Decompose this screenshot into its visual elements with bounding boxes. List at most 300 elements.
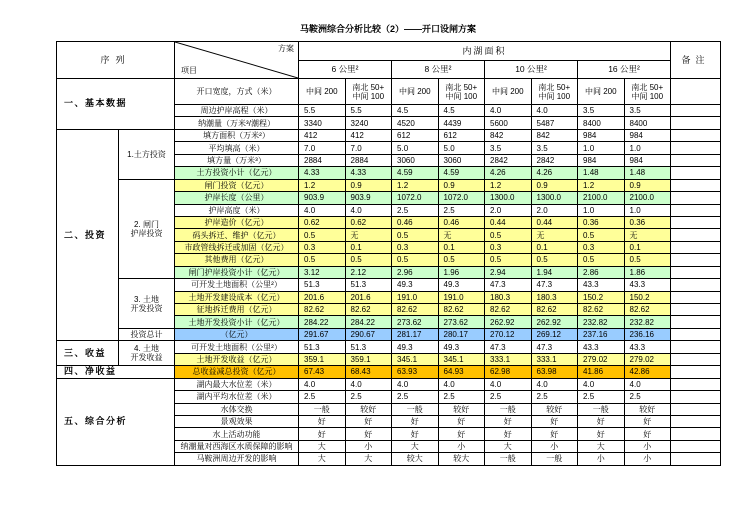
value-cell: 3.5	[624, 105, 671, 117]
value-cell: 较好	[345, 403, 392, 415]
remark-cell	[671, 440, 721, 452]
value-cell: 333.1	[531, 353, 578, 365]
value-cell: 一般	[392, 403, 439, 415]
value-cell: 2.0	[531, 204, 578, 216]
value-cell: 0.62	[345, 216, 392, 228]
value-cell: 好	[624, 428, 671, 440]
value-cell: 一般	[485, 403, 532, 415]
value-cell: 0.3	[392, 241, 439, 253]
value-cell: 903.9	[345, 192, 392, 204]
value-cell: 3060	[438, 154, 485, 166]
value-cell: 一般	[578, 403, 625, 415]
value-cell: 无	[531, 229, 578, 241]
area-header-6: 6 公里²	[299, 61, 392, 79]
lake-area-header: 内湖面积	[299, 42, 671, 61]
value-cell: 4520	[392, 117, 439, 129]
value-cell: 1.2	[485, 179, 532, 191]
sequence-header: 序列	[57, 42, 175, 79]
remark-cell	[671, 192, 721, 204]
row-label: 闸门护岸投资小计（亿元）	[175, 266, 299, 278]
remark-cell	[671, 366, 721, 378]
value-cell: 64.93	[438, 366, 485, 378]
row-label: 填方量（万米³）	[175, 154, 299, 166]
value-cell: 2.5	[345, 391, 392, 403]
value-cell: 3.5	[578, 105, 625, 117]
value-cell: 0.5	[531, 254, 578, 266]
value-cell: 小	[438, 440, 485, 452]
value-cell: 5.0	[438, 142, 485, 154]
remark-cell	[671, 415, 721, 427]
value-cell: 4.0	[345, 378, 392, 390]
remark-cell	[671, 204, 721, 216]
remark-cell	[671, 453, 721, 465]
remark-cell	[671, 328, 721, 340]
value-cell: 232.82	[624, 316, 671, 328]
remark-cell	[671, 79, 721, 105]
value-cell: 1.96	[438, 266, 485, 278]
value-cell: 4.33	[299, 167, 346, 179]
remark-cell	[671, 378, 721, 390]
value-cell: 中间 200	[485, 79, 532, 105]
remark-cell	[671, 179, 721, 191]
value-cell: 4.26	[485, 167, 532, 179]
value-cell: 1.2	[578, 179, 625, 191]
value-cell: 281.17	[392, 328, 439, 340]
value-cell: 43.3	[624, 279, 671, 291]
row-label: 景观效果	[175, 415, 299, 427]
value-cell: 279.02	[624, 353, 671, 365]
value-cell: 大	[392, 440, 439, 452]
scheme-label: 方案	[278, 44, 295, 53]
remark-cell	[671, 291, 721, 303]
value-cell: 中间 200	[392, 79, 439, 105]
value-cell: 2.5	[438, 204, 485, 216]
value-cell: 4.0	[624, 378, 671, 390]
value-cell: 8400	[578, 117, 625, 129]
value-cell: 150.2	[578, 291, 625, 303]
table-header	[57, 42, 721, 79]
value-cell: 232.82	[578, 316, 625, 328]
value-cell: 0.1	[624, 241, 671, 253]
value-cell: 无	[345, 229, 392, 241]
value-cell: 小	[531, 440, 578, 452]
value-cell: 49.3	[438, 341, 485, 353]
remark-cell	[671, 105, 721, 117]
value-cell: 8400	[624, 117, 671, 129]
value-cell: 好	[531, 415, 578, 427]
value-cell: 小	[578, 453, 625, 465]
value-cell: 201.6	[345, 291, 392, 303]
value-cell: 好	[438, 415, 485, 427]
value-cell: 279.02	[578, 353, 625, 365]
value-cell: 0.5	[299, 254, 346, 266]
section-label: 三、收益	[57, 341, 119, 366]
table-row	[57, 341, 721, 353]
value-cell: 0.5	[345, 254, 392, 266]
value-cell: 51.3	[299, 341, 346, 353]
value-cell: 中间 200	[578, 79, 625, 105]
value-cell: 63.98	[531, 366, 578, 378]
value-cell: 984	[624, 129, 671, 141]
value-cell: 280.17	[438, 328, 485, 340]
remark-cell	[671, 279, 721, 291]
value-cell: 2.5	[392, 204, 439, 216]
value-cell: 262.92	[485, 316, 532, 328]
table-row	[57, 366, 721, 378]
value-cell: 191.0	[438, 291, 485, 303]
value-cell: 412	[345, 129, 392, 141]
value-cell: 4.0	[299, 204, 346, 216]
row-label: 水上活动功能	[175, 428, 299, 440]
remark-cell	[671, 167, 721, 179]
value-cell: 47.3	[531, 279, 578, 291]
value-cell: 269.12	[531, 328, 578, 340]
group-label: 3. 土地 开发投资	[119, 279, 175, 329]
value-cell: 4.5	[392, 105, 439, 117]
value-cell: 0.3	[299, 241, 346, 253]
table-row	[57, 279, 721, 291]
value-cell: 4.0	[531, 105, 578, 117]
row-label: 水体交换	[175, 403, 299, 415]
row-label: 其他费用（亿元）	[175, 254, 299, 266]
value-cell: 49.3	[392, 279, 439, 291]
value-cell: 4.0	[299, 378, 346, 390]
value-cell: 4.0	[345, 204, 392, 216]
item-scheme-header	[175, 42, 299, 79]
value-cell: 273.62	[392, 316, 439, 328]
value-cell: 无	[624, 229, 671, 241]
value-cell: 2.5	[438, 391, 485, 403]
value-cell: 7.0	[345, 142, 392, 154]
remark-cell	[671, 241, 721, 253]
value-cell: 0.1	[345, 241, 392, 253]
value-cell: 较大	[392, 453, 439, 465]
value-cell: 1.2	[299, 179, 346, 191]
value-cell: 2.94	[485, 266, 532, 278]
value-cell: 49.3	[438, 279, 485, 291]
value-cell: 3340	[299, 117, 346, 129]
value-cell: 0.44	[485, 216, 532, 228]
value-cell: 一般	[531, 453, 578, 465]
group-label: 4. 土地 开发收益	[119, 341, 175, 366]
value-cell: 68.43	[345, 366, 392, 378]
value-cell: 1.0	[578, 142, 625, 154]
value-cell: 51.3	[299, 279, 346, 291]
value-cell: 7.0	[299, 142, 346, 154]
value-cell: 4.0	[531, 378, 578, 390]
value-cell: 0.46	[392, 216, 439, 228]
value-cell: 4.59	[392, 167, 439, 179]
value-cell: 359.1	[345, 353, 392, 365]
value-cell: 0.46	[438, 216, 485, 228]
comparison-table	[56, 41, 721, 466]
value-cell: 2842	[531, 154, 578, 166]
row-label: 平均填高（米）	[175, 142, 299, 154]
value-cell: 284.22	[299, 316, 346, 328]
remark-cell	[671, 142, 721, 154]
value-cell: 0.9	[345, 179, 392, 191]
value-cell: 0.5	[485, 254, 532, 266]
value-cell: 82.62	[578, 304, 625, 316]
row-label: 总收益减总投资（亿元）	[175, 366, 299, 378]
value-cell: 1.0	[624, 142, 671, 154]
value-cell: 0.62	[299, 216, 346, 228]
value-cell: 2100.0	[578, 192, 625, 204]
value-cell: 345.1	[392, 353, 439, 365]
value-cell: 2884	[299, 154, 346, 166]
value-cell: 42.86	[624, 366, 671, 378]
row-label: 纳潮量对西海区水质保障的影响	[175, 440, 299, 452]
value-cell: 较好	[624, 403, 671, 415]
table-row	[57, 179, 721, 191]
value-cell: 612	[438, 129, 485, 141]
value-cell: 150.2	[624, 291, 671, 303]
value-cell: 2.0	[485, 204, 532, 216]
value-cell: 236.16	[624, 328, 671, 340]
value-cell: 273.62	[438, 316, 485, 328]
value-cell: 好	[578, 428, 625, 440]
value-cell: 南北 50+ 中间 100	[624, 79, 671, 105]
value-cell: 2.5	[624, 391, 671, 403]
value-cell: 1.86	[624, 266, 671, 278]
value-cell: 0.5	[578, 229, 625, 241]
value-cell: 1.48	[578, 167, 625, 179]
value-cell: 4.26	[531, 167, 578, 179]
value-cell: 2.12	[345, 266, 392, 278]
value-cell: 好	[531, 428, 578, 440]
value-cell: 3.5	[531, 142, 578, 154]
remark-cell	[671, 129, 721, 141]
value-cell: 0.5	[485, 229, 532, 241]
section-label: 五、综合分析	[57, 378, 175, 465]
value-cell: 4.0	[438, 378, 485, 390]
value-cell: 291.67	[299, 328, 346, 340]
value-cell: 2.5	[578, 391, 625, 403]
value-cell: 4.59	[438, 167, 485, 179]
row-label: 可开发土地面积（公里²）	[175, 341, 299, 353]
area-header-10: 10 公里²	[485, 61, 578, 79]
value-cell: 大	[299, 453, 346, 465]
value-cell: 0.5	[392, 229, 439, 241]
remark-cell	[671, 353, 721, 365]
area-header-16: 16 公里²	[578, 61, 671, 79]
value-cell: 345.1	[438, 353, 485, 365]
value-cell: 47.3	[531, 341, 578, 353]
remark-cell	[671, 341, 721, 353]
value-cell: 南北 50+ 中间 100	[438, 79, 485, 105]
value-cell: 好	[438, 428, 485, 440]
section-label: 四、净收益	[57, 366, 175, 378]
value-cell: 0.1	[531, 241, 578, 253]
row-label: 护岸造价（亿元）	[175, 216, 299, 228]
value-cell: 51.3	[345, 279, 392, 291]
value-cell: 3240	[345, 117, 392, 129]
remark-cell	[671, 154, 721, 166]
value-cell: 好	[392, 415, 439, 427]
value-cell: 180.3	[485, 291, 532, 303]
value-cell: 0.1	[438, 241, 485, 253]
value-cell: 5487	[531, 117, 578, 129]
value-cell: 大	[578, 440, 625, 452]
section-label: 一、基本数据	[57, 79, 175, 130]
value-cell: 好	[345, 415, 392, 427]
value-cell: 0.5	[392, 254, 439, 266]
row-label: 土地开发投资小计（亿元）	[175, 316, 299, 328]
value-cell: 0.9	[531, 179, 578, 191]
area-header-8: 8 公里²	[392, 61, 485, 79]
row-label: 闸门投资（亿元）	[175, 179, 299, 191]
remark-cell	[671, 216, 721, 228]
value-cell: 好	[578, 415, 625, 427]
value-cell: 2100.0	[624, 192, 671, 204]
remark-cell	[671, 403, 721, 415]
value-cell: 43.3	[624, 341, 671, 353]
table-row	[57, 378, 721, 390]
row-label: 开口宽度，方式（米）	[175, 79, 299, 105]
row-label: 市政管线拆迁或加固（亿元）	[175, 241, 299, 253]
value-cell: 好	[485, 415, 532, 427]
value-cell: 1300.0	[531, 192, 578, 204]
value-cell: 43.3	[578, 279, 625, 291]
group-label: 投资总计	[119, 328, 175, 340]
value-cell: 5.5	[345, 105, 392, 117]
value-cell: 4.33	[345, 167, 392, 179]
row-label: 马鞍洲周边开发的影响	[175, 453, 299, 465]
value-cell: 南北 50+ 中间 100	[345, 79, 392, 105]
value-cell: 51.3	[345, 341, 392, 353]
value-cell: 1.94	[531, 266, 578, 278]
value-cell: 82.62	[485, 304, 532, 316]
value-cell: 较好	[531, 403, 578, 415]
value-cell: 984	[624, 154, 671, 166]
value-cell: 4.0	[578, 378, 625, 390]
value-cell: 4.5	[438, 105, 485, 117]
value-cell: 小	[624, 453, 671, 465]
value-cell: 62.98	[485, 366, 532, 378]
remark-cell	[671, 428, 721, 440]
table-row	[57, 328, 721, 340]
header-row	[57, 42, 721, 61]
value-cell: 984	[578, 154, 625, 166]
row-label: （亿元）	[175, 328, 299, 340]
value-cell: 2842	[485, 154, 532, 166]
remark-cell	[671, 304, 721, 316]
value-cell: 0.9	[438, 179, 485, 191]
value-cell: 412	[299, 129, 346, 141]
value-cell: 4.0	[485, 378, 532, 390]
value-cell: 1072.0	[438, 192, 485, 204]
value-cell: 333.1	[485, 353, 532, 365]
page-title: 马鞍洲综合分析比较（2）——开口设闸方案	[299, 24, 476, 34]
value-cell: 南北 50+ 中间 100	[531, 79, 578, 105]
item-label: 项目	[181, 66, 198, 75]
section-label: 二、投资	[57, 129, 119, 340]
value-cell: 2.86	[578, 266, 625, 278]
value-cell: 1072.0	[392, 192, 439, 204]
value-cell: 3060	[392, 154, 439, 166]
value-cell: 82.62	[531, 304, 578, 316]
row-label: 纳潮量（万米³/潮程）	[175, 117, 299, 129]
value-cell: 5.5	[299, 105, 346, 117]
value-cell: 5600	[485, 117, 532, 129]
value-cell: 4.0	[485, 105, 532, 117]
remark-cell	[671, 254, 721, 266]
value-cell: 237.16	[578, 328, 625, 340]
value-cell: 2.5	[485, 391, 532, 403]
table-row	[57, 79, 721, 105]
value-cell: 0.36	[578, 216, 625, 228]
value-cell: 0.5	[578, 254, 625, 266]
value-cell: 63.93	[392, 366, 439, 378]
value-cell: 842	[531, 129, 578, 141]
value-cell: 好	[299, 415, 346, 427]
value-cell: 41.86	[578, 366, 625, 378]
value-cell: 49.3	[392, 341, 439, 353]
table-row	[57, 129, 721, 141]
value-cell: 984	[578, 129, 625, 141]
value-cell: 1.48	[624, 167, 671, 179]
value-cell: 较大	[438, 453, 485, 465]
row-label: 湖内平均水位差（米）	[175, 391, 299, 403]
value-cell: 1.2	[392, 179, 439, 191]
value-cell: 270.12	[485, 328, 532, 340]
value-cell: 一般	[485, 453, 532, 465]
value-cell: 4439	[438, 117, 485, 129]
row-label: 湖内最大水位差（米）	[175, 378, 299, 390]
value-cell: 2.5	[392, 391, 439, 403]
value-cell: 小	[624, 440, 671, 452]
value-cell: 2.5	[299, 391, 346, 403]
value-cell: 67.43	[299, 366, 346, 378]
value-cell: 47.3	[485, 341, 532, 353]
value-cell: 1300.0	[485, 192, 532, 204]
row-label: 征地拆迁费用（亿元）	[175, 304, 299, 316]
value-cell: 2.96	[392, 266, 439, 278]
value-cell: 201.6	[299, 291, 346, 303]
value-cell: 5.0	[392, 142, 439, 154]
value-cell: 290.67	[345, 328, 392, 340]
value-cell: 359.1	[299, 353, 346, 365]
value-cell: 82.62	[392, 304, 439, 316]
value-cell: 3.12	[299, 266, 346, 278]
row-label: 可开发土地面积（公里²）	[175, 279, 299, 291]
value-cell: 1.0	[624, 204, 671, 216]
value-cell: 0.9	[624, 179, 671, 191]
row-label: 土地开发建设成本（亿元）	[175, 291, 299, 303]
value-cell: 262.92	[531, 316, 578, 328]
value-cell: 82.62	[345, 304, 392, 316]
value-cell: 小	[345, 440, 392, 452]
value-cell: 好	[485, 428, 532, 440]
remark-cell	[671, 229, 721, 241]
value-cell: 较好	[438, 403, 485, 415]
row-label: 填方面积（万米²）	[175, 129, 299, 141]
remarks-header: 备注	[671, 42, 721, 79]
value-cell: 大	[345, 453, 392, 465]
remark-cell	[671, 266, 721, 278]
value-cell: 82.62	[299, 304, 346, 316]
value-cell: 0.44	[531, 216, 578, 228]
remark-cell	[671, 391, 721, 403]
value-cell: 43.3	[578, 341, 625, 353]
value-cell: 好	[345, 428, 392, 440]
value-cell: 903.9	[299, 192, 346, 204]
table-body	[57, 79, 721, 466]
value-cell: 0.3	[485, 241, 532, 253]
value-cell: 好	[624, 415, 671, 427]
row-label: 护岸长度（公里）	[175, 192, 299, 204]
remark-cell	[671, 316, 721, 328]
